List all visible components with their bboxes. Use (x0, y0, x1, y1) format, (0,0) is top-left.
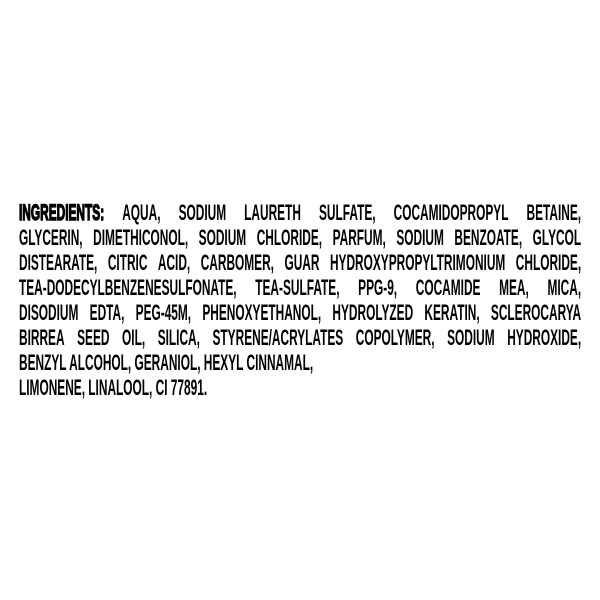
ingredient-word: DIMETHICONOL, (93, 225, 189, 250)
ingredient-word: SODIUM (447, 325, 495, 350)
ingredient-word: LAURETH (244, 200, 301, 225)
ingredient-word: TEA-DODECYLBENZENESULFONATE, (19, 275, 237, 300)
ingredient-word: SEED (77, 325, 110, 350)
ingredient-word: SODIUM (198, 225, 247, 250)
ingredients-line-7: BENZYL ALCOHOL, GERANIOL, HEXYL CINNAMAL, (19, 350, 314, 375)
ingredient-word: BIRREA (19, 325, 65, 350)
ingredient-word: SCLEROCARYA (490, 300, 582, 325)
ingredients-line-3 (19, 250, 581, 275)
ingredient-word: KERATIN, (424, 300, 480, 325)
ingredients-line-2 (19, 225, 581, 250)
ingredients-line-8: LIMONENE, LINALOOL, CI 77891. (19, 375, 208, 400)
ingredient-word: PARFUM, (332, 225, 386, 250)
ingredients-line-6 (19, 325, 581, 350)
ingredient-word: COPOLYMER, (355, 325, 435, 350)
ingredient-word: DISODIUM (19, 300, 79, 325)
ingredients-line-4 (19, 275, 581, 300)
ingredient-word: EDTA, (89, 300, 125, 325)
ingredients-line-5 (19, 300, 581, 325)
ingredient-word: CHLORIDE, (515, 250, 582, 275)
ingredient-word: COCAMIDOPROPYL (393, 200, 509, 225)
ingredient-word: CARBOMER, (200, 250, 274, 275)
ingredients-line-1 (19, 200, 581, 225)
ingredient-word: HYDROXYPROPYLTRIMONIUM (329, 250, 506, 275)
ingredient-word: BETAINE, (526, 200, 582, 225)
ingredient-word: GLYCOL (532, 225, 582, 250)
ingredient-word: SODIUM (396, 225, 444, 250)
ingredient-word: AQUA, (122, 200, 161, 225)
ingredients-label (19, 200, 581, 400)
ingredient-word: SULFATE, (319, 200, 376, 225)
ingredient-word: SILICA, (157, 325, 200, 350)
ingredient-word: PEG-45M, (135, 300, 192, 325)
ingredient-word: ACID, (157, 250, 191, 275)
ingredient-word: DISTEARATE, (19, 250, 98, 275)
ingredient-word: MEA, (499, 275, 529, 300)
ingredient-word: COCAMIDE (415, 275, 481, 300)
ingredient-word: GUAR (284, 250, 320, 275)
ingredient-word: SODIUM (178, 200, 227, 225)
ingredient-word: HYDROXIDE, (507, 325, 582, 350)
ingredient-word: HYDROLYZED (332, 300, 414, 325)
ingredient-word: OIL, (122, 325, 146, 350)
ingredient-word: CHLORIDE, (256, 225, 323, 250)
ingredients-heading: INGREDIENTS: (19, 200, 105, 225)
ingredient-word: STYRENE/ACRYLATES (212, 325, 344, 350)
ingredient-word: BENZOATE, (454, 225, 523, 250)
ingredient-word: PHENOXYETHANOL, (202, 300, 322, 325)
ingredient-word: GLYCERIN, (19, 225, 83, 250)
ingredient-word: MICA, (547, 275, 582, 300)
ingredient-word: PPG-9, (358, 275, 398, 300)
ingredient-word: TEA-SULFATE, (255, 275, 340, 300)
ingredient-word: CITRIC (107, 250, 148, 275)
